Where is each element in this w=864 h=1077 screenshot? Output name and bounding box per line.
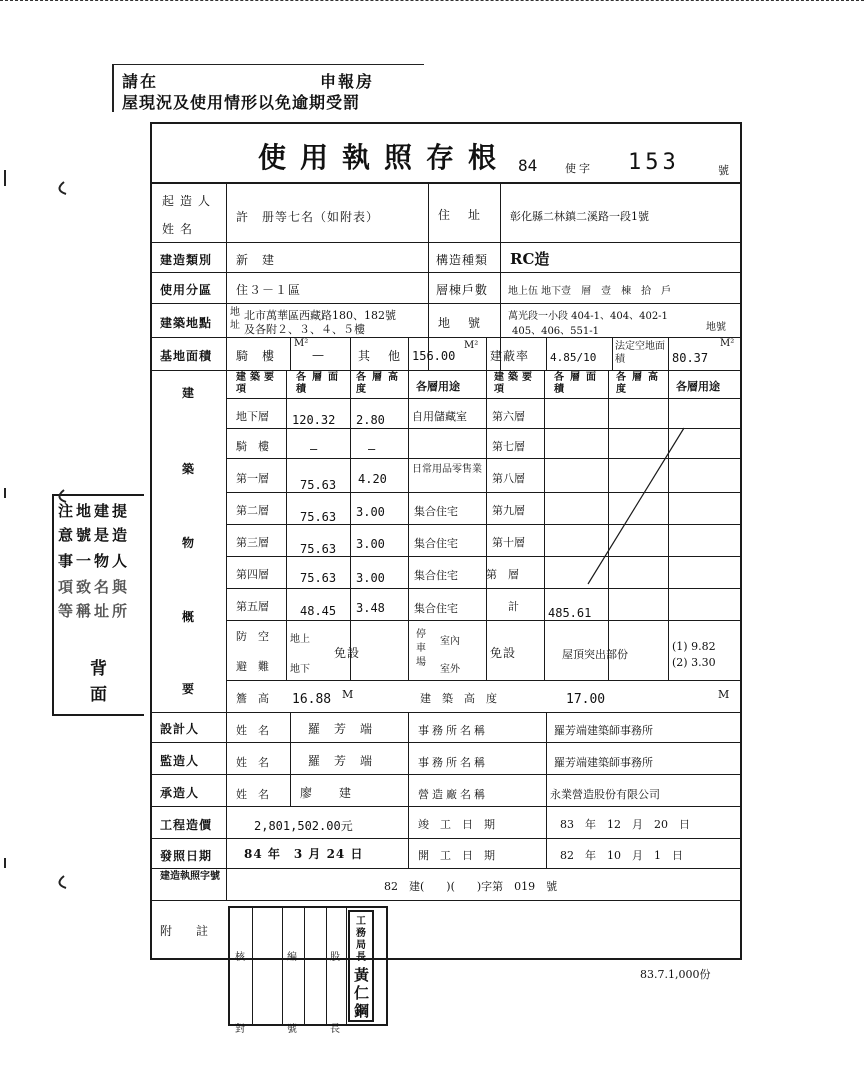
grid-line [428, 182, 429, 370]
parking-in: 室內 [440, 636, 460, 647]
builder-label: 起造人 [162, 194, 217, 208]
license-year: 84 [518, 156, 538, 175]
grid-line [152, 182, 740, 184]
area-label: 基地面積 [160, 349, 213, 363]
supervisor-office-label: 事務所名稱 [418, 756, 488, 769]
grid-line [152, 370, 740, 371]
floor-2-use: 集合住宅 [414, 505, 458, 518]
site-prefix: 地址 [230, 307, 240, 331]
floor-b1: 地下層 [236, 410, 269, 423]
floor-1: 第一層 [236, 472, 269, 485]
grid-line [486, 337, 487, 370]
col-use: 各層用途 [416, 380, 460, 393]
roof-1: (1) 9.82 [672, 640, 716, 653]
grid-line [152, 242, 740, 243]
permit-label: 建造執照字號 [160, 871, 220, 882]
contractor-name: 廖 建 [300, 786, 353, 800]
grid-line [152, 806, 740, 807]
footer-note: 83.7.1,000份 [640, 968, 711, 981]
eave-value: 16.88 [292, 692, 332, 707]
issue-value: 84 年 3 月 24 日 [244, 847, 364, 861]
parking-value: 免設 [490, 646, 517, 660]
grid-line [226, 398, 740, 399]
floor-b1-area: 120.32 [292, 413, 336, 427]
floor-5-area: 48.45 [300, 604, 337, 618]
license-suffix: 號 [718, 164, 729, 177]
side-note-1: 注地建提 [58, 502, 131, 520]
page-title: 使用執照存根 [258, 141, 511, 174]
structure-value: RC造 [510, 250, 550, 268]
bldg-side-3: 物 [182, 536, 196, 550]
total-value: 485.61 [548, 606, 592, 620]
col-item-r: 建築要項 [494, 372, 536, 395]
grid-line [668, 337, 669, 370]
scan-curve [44, 180, 74, 920]
designer-office: 羅芳端建築師事務所 [554, 724, 653, 737]
floor-1-height: 4.20 [358, 472, 387, 486]
grid-line [226, 182, 227, 900]
floor-arcade-height: — [368, 442, 376, 456]
floor-9: 第九層 [492, 504, 525, 517]
scan-mark [4, 170, 6, 186]
col-area-r: 各層面積 [554, 372, 602, 395]
grid-line [152, 900, 740, 901]
side-note-5: 等稱址所 [58, 602, 131, 620]
grid-line [486, 370, 487, 680]
legal-area-label: 法定空地面積 [615, 341, 665, 365]
lot-label: 地 號 [438, 316, 484, 330]
floor-4: 第四層 [236, 568, 269, 581]
bldg-height-unit: M [718, 688, 730, 701]
designer-name: 羅 芳 端 [308, 722, 374, 736]
arcade-unit: M² [294, 338, 309, 349]
eave-unit: M [342, 688, 354, 701]
grid-line [152, 838, 740, 839]
floor-5-use: 集合住宅 [414, 602, 458, 615]
sign-chief: 股長 [330, 952, 340, 1035]
floor-8: 第八層 [492, 472, 525, 485]
structure-label: 構造種類 [436, 253, 489, 267]
floor-arcade-area: — [310, 442, 318, 456]
floor-b1-height: 2.80 [356, 413, 385, 427]
col-height-r: 各層高度 [616, 372, 664, 395]
contractor-label: 承造人 [160, 786, 200, 800]
side-note-4: 項致名與 [58, 578, 131, 596]
floor-4-area: 75.63 [300, 571, 337, 585]
supervisor-office: 羅芳端建築師事務所 [554, 756, 653, 769]
builder-label-2: 姓名 [162, 222, 199, 236]
grid-line [152, 742, 740, 743]
zone-value: 住３－１區 [236, 283, 302, 297]
start-label: 開 工 日 期 [418, 849, 495, 862]
type-label: 建造類別 [160, 253, 213, 267]
supervisor-name-label: 姓 名 [236, 756, 269, 769]
eave-label: 簷 高 [236, 692, 269, 705]
lot-suffix: 地號 [706, 322, 726, 333]
floor-arcade: 騎 樓 [236, 440, 269, 453]
grid-line [408, 337, 409, 370]
issue-label: 發照日期 [160, 849, 213, 863]
grid-line [152, 303, 740, 304]
bldg-side-5: 要 [182, 682, 196, 696]
start-value: 82 年 10 月 1 日 [560, 849, 683, 862]
floor-5-height: 3.48 [356, 601, 385, 615]
chief-stamp [348, 910, 374, 1022]
floors-label: 層棟戶數 [436, 283, 489, 297]
grid-line [152, 712, 740, 713]
grid-line [286, 370, 287, 680]
grid-line [152, 272, 740, 273]
license-label: 使字 [565, 162, 593, 175]
floor-1-use: 日常用品零售業 [412, 464, 482, 475]
contractor-name-label: 姓 名 [236, 788, 269, 801]
address-value: 彰化縣二林鎮二溪路一段1號 [510, 210, 649, 223]
cost-label: 工程造價 [160, 818, 213, 832]
arcade-value: — [312, 348, 325, 362]
supervisor-name: 羅 芳 端 [308, 754, 374, 768]
grid-line [152, 868, 740, 869]
grid-line [544, 370, 545, 680]
license-number: 153 [628, 150, 680, 175]
floor-4-use: 集合住宅 [414, 569, 458, 582]
complete-value: 83 年 12 月 20 日 [560, 818, 690, 831]
site-line1: 北市萬華區西藏路180、182號 [244, 309, 396, 322]
shelter-label1: 防 空 [236, 630, 269, 643]
arcade-label: 騎 樓 [236, 349, 276, 363]
roof-2: (2) 3.30 [672, 656, 716, 669]
legal-area-value: 80.37 [672, 351, 709, 365]
floor-4-height: 3.00 [356, 571, 385, 585]
scan-mark [4, 858, 6, 868]
sign-number: 編號 [287, 952, 297, 1035]
grid-line [408, 712, 409, 868]
grid-line [350, 370, 351, 680]
designer-name-label: 姓 名 [236, 724, 269, 737]
company-label: 營造廠名稱 [418, 788, 488, 801]
legal-area-unit: M² [720, 338, 735, 349]
roof-label: 屋頂突出部份 [562, 648, 628, 661]
floor-3-area: 75.63 [300, 542, 337, 556]
col-use-r: 各層用途 [676, 380, 720, 393]
site-label: 建築地點 [160, 316, 213, 330]
col-item: 建築要項 [236, 372, 278, 395]
chief-name: 黃仁鋼 [354, 966, 370, 1020]
zone-label: 使用分區 [160, 283, 213, 297]
shelter-label2: 避 難 [236, 660, 269, 673]
address-label: 住 址 [438, 208, 484, 222]
other-label: 其 他 [358, 349, 404, 363]
grid-line [226, 680, 740, 681]
bldg-side-1: 建 [182, 386, 196, 400]
grid-line [290, 337, 291, 370]
floor-b1-use: 自用儲藏室 [412, 410, 467, 423]
floors-value: 地上伍 地下壹 層 壹 棟 拾 戶 [508, 286, 672, 297]
floor-3-height: 3.00 [356, 537, 385, 551]
grid-line [290, 712, 291, 806]
contractor-company: 永業營造股份有限公司 [550, 788, 660, 801]
complete-label: 竣 工 日 期 [418, 818, 495, 831]
chief-title: 工務局長 [356, 916, 366, 963]
parking-out: 室外 [440, 664, 460, 675]
shelter-below: 地下 [290, 664, 310, 675]
side-note-back: 背面 [90, 659, 107, 705]
designer-office-label: 事務所名稱 [418, 724, 488, 737]
floor-7: 第七層 [492, 440, 525, 453]
grid-line [152, 337, 740, 338]
bldg-side-4: 概 [182, 610, 196, 624]
other-unit: M² [464, 340, 479, 351]
grid-line [350, 337, 351, 370]
grid-line [226, 620, 740, 621]
floor-3-use: 集合住宅 [414, 537, 458, 550]
floor-2-area: 75.63 [300, 510, 337, 524]
floor-2: 第二層 [236, 504, 269, 517]
other-value: 156.00 [412, 349, 456, 363]
coverage-label: 建蔽率 [490, 349, 530, 363]
coverage-value: 4.85/10 [550, 351, 597, 364]
strike-line [580, 420, 690, 590]
bldg-height-value: 17.00 [566, 692, 606, 707]
grid-line [500, 182, 501, 370]
grid-line [408, 370, 409, 680]
grid-line [612, 337, 613, 370]
shelter-value: 免設 [334, 646, 361, 660]
col-height: 各層高度 [356, 372, 404, 395]
builder-name: 許 册等七名（如附表） [236, 210, 380, 224]
floor-1-area: 75.63 [300, 478, 337, 492]
floor-3: 第三層 [236, 536, 269, 549]
grid-line [546, 337, 547, 370]
bldg-side-2: 築 [182, 462, 196, 476]
col-area: 各層面積 [296, 372, 344, 395]
scan-mark [4, 488, 6, 498]
lot-line1: 萬光段一小段 404-1、404、402-1 [508, 311, 668, 322]
signature-block [228, 906, 388, 1035]
cost-value: 2,801,502.00元 [254, 819, 353, 833]
header-note-line1: 請在 申報房 [122, 72, 375, 91]
lot-line2: 405、406、551-1 [512, 326, 600, 337]
floor-6: 第六層 [492, 410, 525, 423]
parking-label: 停車場 [416, 629, 426, 668]
site-line2: 及各附２、３、４、５樓 [244, 323, 365, 336]
designer-label: 設計人 [160, 722, 200, 736]
supervisor-label: 監造人 [160, 754, 200, 768]
attach-label: 附 註 [160, 924, 215, 938]
permit-value: 82 建( )( )字第 019 號 [384, 880, 558, 893]
floor-blank: 第 層 [486, 568, 519, 581]
sign-check: 核對 [235, 952, 245, 1035]
side-note-3: 事一物人 [58, 552, 131, 570]
total-label: 計 [508, 600, 519, 613]
floor-2-height: 3.00 [356, 505, 385, 519]
type-value: 新 建 [236, 253, 276, 267]
header-note [112, 64, 424, 112]
header-note-line2: 屋現況及使用情形以免逾期受罰 [122, 93, 361, 112]
bldg-height-label: 建 築 高 度 [420, 692, 497, 705]
side-note-2: 意號是造 [58, 526, 131, 544]
shelter-above: 地上 [290, 634, 310, 645]
scan-edge [0, 0, 864, 4]
grid-line [152, 774, 740, 775]
floor-10: 第十層 [492, 536, 525, 549]
grid-line [546, 712, 547, 868]
floor-5: 第五層 [236, 600, 269, 613]
